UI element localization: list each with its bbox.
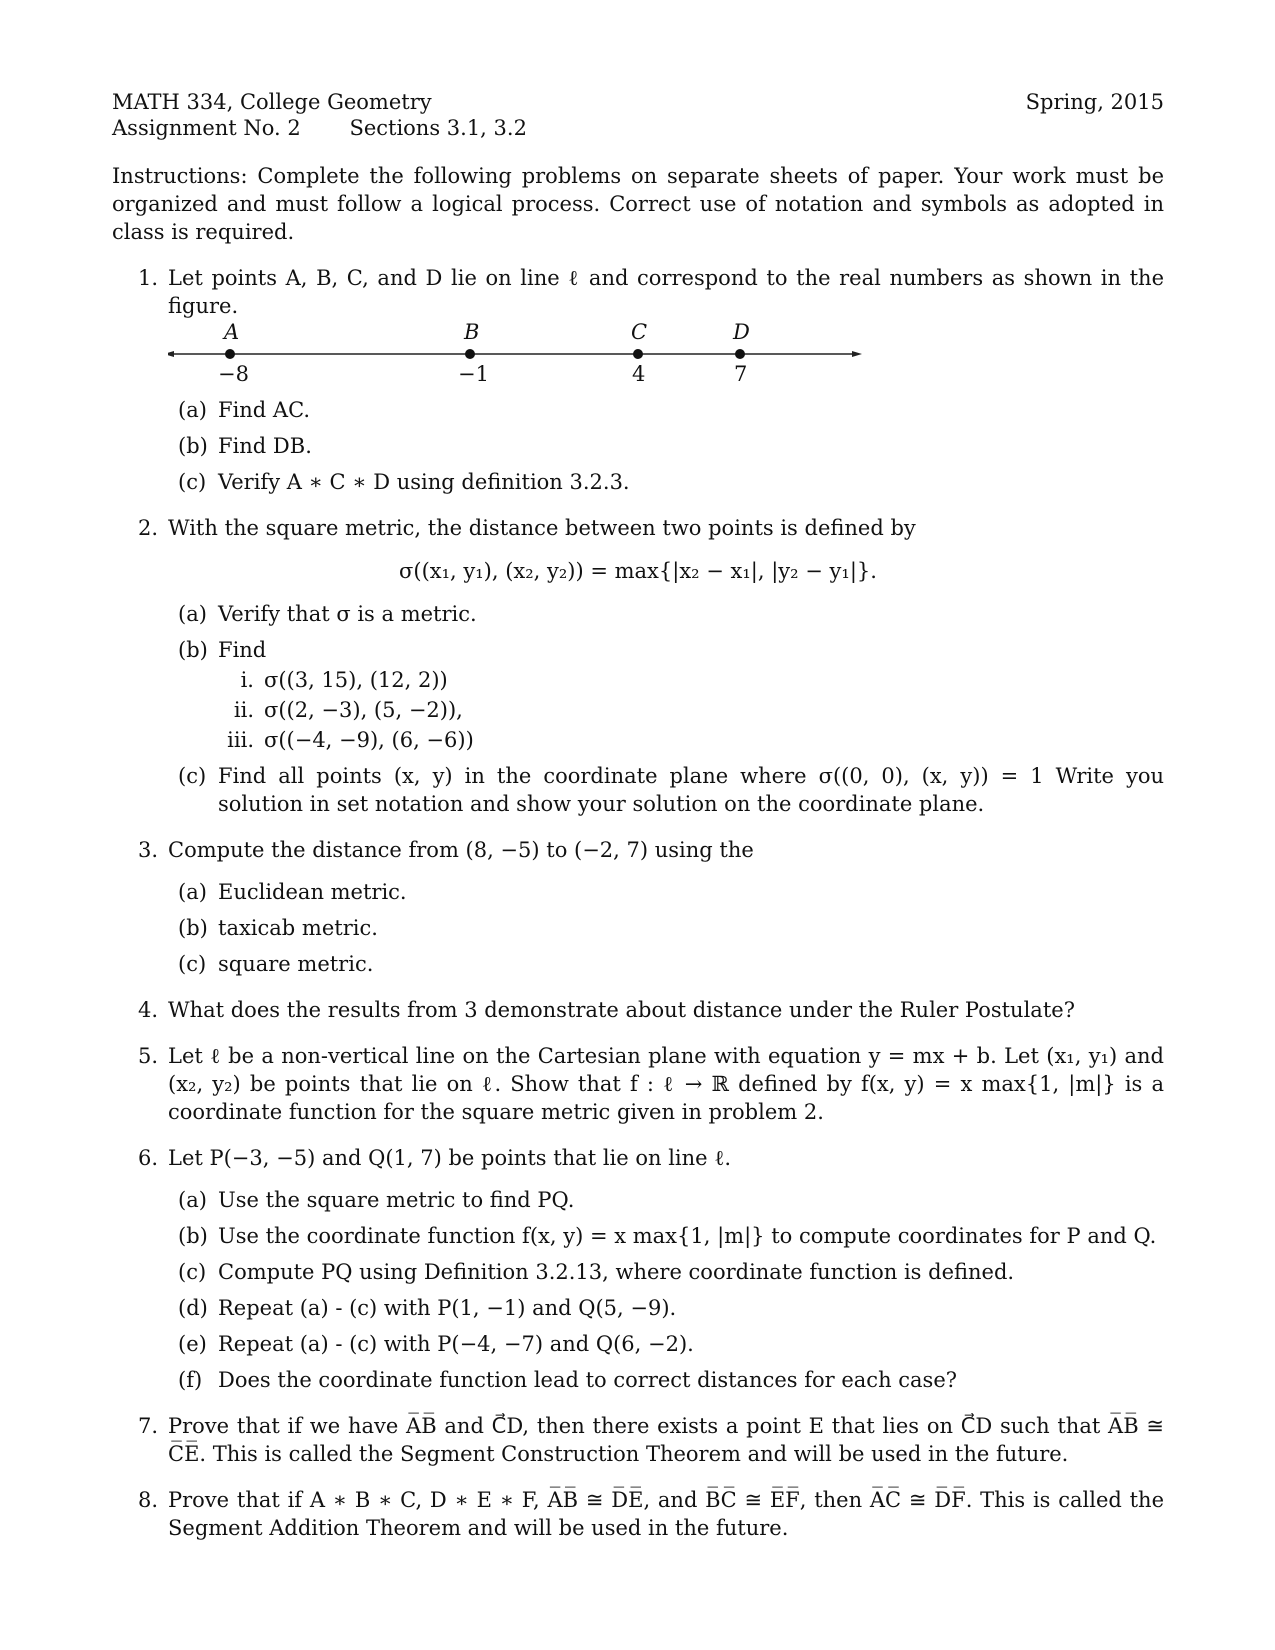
item-label: iii. [227,728,254,752]
part-label: (f) [178,1368,203,1392]
point-label-a: A [224,320,240,344]
part-text: Find DB. [218,434,312,458]
point-value-c: 4 [632,362,646,386]
item-text: σ((3, 15), (12, 2)) [264,668,448,692]
problem-6-part-f [112,1366,1164,1394]
point-value-d: 7 [734,362,748,386]
item-label: i. [240,668,254,692]
problem-2-part-a [112,600,1164,628]
problem-number: 1. [138,266,159,290]
problem-number: 7. [138,1414,159,1438]
problem-8 [112,1486,1164,1542]
point-label-c: C [631,320,648,344]
item-label: ii. [233,698,254,722]
problem-number: 5. [138,1044,159,1068]
part-label: (a) [178,1188,207,1212]
point-label-b: B [464,320,480,344]
problem-6-part-b [112,1222,1164,1250]
part-text: Verify A ∗ C ∗ D using definition 3.2.3. [218,470,630,494]
part-label: (c) [178,764,207,788]
problem-6-part-a [112,1186,1164,1214]
part-text: Find [218,638,267,662]
part-label: (a) [178,880,207,904]
part-text: Repeat (a) - (c) with P(−4, −7) and Q(6, −2). [218,1332,694,1356]
problem-number: 6. [138,1146,159,1170]
part-text: square metric. [218,952,374,976]
square-metric-formula: σ((x₁, y₁), (x₂, y₂)) = max{|x₂ − x₁|, |y₂ − y₁|}. [399,559,877,583]
point-label-d: D [733,320,750,344]
term: Spring, 2015 [1025,90,1164,114]
problem-7 [112,1412,1164,1468]
assignment-page [112,88,1164,1542]
part-label: (b) [178,434,208,458]
problem-text: Let points A, B, C, and D lie on line ℓ and correspond to the real numbers as shown in the figure. [168,266,1164,318]
part-text: Does the coordinate function lead to correct distances for each case? [218,1368,958,1392]
part-text: Compute PQ using Definition 3.2.13, where coordinate function is defined. [218,1260,1015,1284]
assignment-number: Assignment No. 2 [112,116,301,140]
part-label: (a) [178,398,207,422]
problem-number: 3. [138,838,159,862]
part-text: Verify that σ is a metric. [218,602,477,626]
problem-3-part-c [112,950,1164,978]
problem-number: 4. [138,998,159,1022]
problem-6-part-d [112,1294,1164,1322]
problem-2-part-c [112,762,1164,818]
part-text: Use the square metric to find PQ. [218,1188,575,1212]
part-text: Euclidean metric. [218,880,407,904]
problem-text: Let P(−3, −5) and Q(1, 7) be points that lie on line ℓ. [168,1146,731,1170]
part-label: (b) [178,638,208,662]
part-label: (c) [178,1260,207,1284]
problem-4 [112,996,1164,1024]
problem-6 [112,1144,1164,1394]
problem-text: With the square metric, the distance between two points is defined by [168,516,916,540]
problem-3-part-b [112,914,1164,942]
header-row-1 [112,88,1164,116]
part-text: Use the coordinate function f(x, y) = x max{1, |m|} to compute coordinates for P and Q. [218,1224,1157,1248]
part-label: (c) [178,952,207,976]
part-label: (c) [178,470,207,494]
part-text: Repeat (a) - (c) with P(1, −1) and Q(5, −9). [218,1296,677,1320]
problem-1-part-b [112,432,1164,460]
sections: Sections 3.1, 3.2 [349,116,527,140]
problem-2-part-b [112,636,1164,664]
item-text: σ((−4, −9), (6, −6)) [264,728,474,752]
problem-6-part-c [112,1258,1164,1286]
part-label: (e) [178,1332,207,1356]
problem-6-part-e [112,1330,1164,1358]
problem-2 [112,514,1164,818]
item-text: σ((2, −3), (5, −2)), [264,698,463,722]
part-label: (d) [178,1296,208,1320]
problem-3 [112,836,1164,978]
part-label: (b) [178,1224,208,1248]
problem-text: What does the results from 3 demonstrate about distance under the Ruler Postulate? [168,998,1075,1022]
problem-5 [112,1042,1164,1126]
problem-2-b-i [112,666,1164,694]
header-row-2 [112,116,1164,140]
problem-number: 8. [138,1488,159,1512]
part-label: (a) [178,602,207,626]
problem-2-b-iii [112,726,1164,754]
point-value-b: −1 [458,362,489,386]
instructions: Instructions: Complete the following problems on separate sheets of paper. Your work must be organized and must follow a logical process. Correct use of notation and symbols as adopted in class is required. [112,164,1164,244]
problem-1 [112,264,1164,496]
problem-text: Prove that if we have A̅B̅ and C⃗D, then there exists a point E that lies on C⃗D such that A̅B̅ ≅ C̅E̅. This is called the Segment Construction Theorem and will be used in the future. [168,1414,1164,1466]
part-text: Find all points (x, y) in the coordinate plane where σ((0, 0), (x, y)) = 1 Write you solution in set notation and show your solution on the coordinate plane. [218,764,1164,816]
problem-number: 2. [138,516,159,540]
problem-text: Compute the distance from (8, −5) to (−2, 7) using the [168,838,754,862]
problem-2-b-ii [112,696,1164,724]
problem-text: Prove that if A ∗ B ∗ C, D ∗ E ∗ F, A̅B̅ ≅ D̅E̅, and B̅C̅ ≅ E̅F̅, then A̅C̅ ≅ D̅F̅. This is called the Segment Addition Theorem and will be used in the future. [168,1488,1164,1540]
number-line-figure [168,322,1164,388]
point-value-a: −8 [218,362,249,386]
problem-1-part-a [112,396,1164,424]
part-text: Find AC. [218,398,311,422]
problem-text: Let ℓ be a non-vertical line on the Cartesian plane with equation y = mx + b. Let (x₁, y₁) and (x₂, y₂) be points that lie on ℓ. Show that f : ℓ → ℝ defined by f(x, y) = x max{1, |m|} is a coordinate function for the square metric given in problem 2. [168,1044,1164,1124]
problem-1-part-c [112,468,1164,496]
number-line-icon [168,322,868,388]
problem-3-part-a [112,878,1164,906]
part-text: taxicab metric. [218,916,378,940]
part-label: (b) [178,916,208,940]
course-title: MATH 334, College Geometry [112,90,432,114]
